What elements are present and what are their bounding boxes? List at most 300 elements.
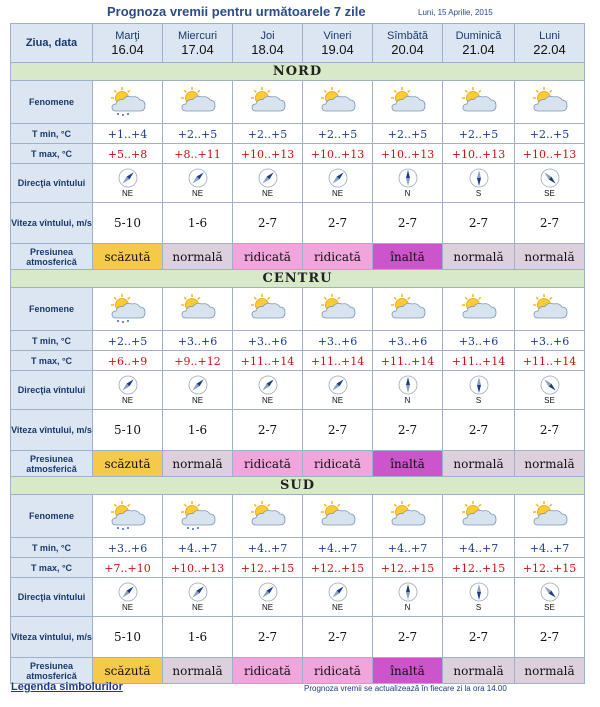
wind-direction-icon — [118, 375, 138, 395]
wind-direction-icon — [398, 168, 418, 188]
tmin-row — [11, 124, 585, 144]
tmax-value: +5..+8 — [107, 147, 148, 161]
day-date: 20.04 — [391, 41, 424, 57]
wind-direction-icon — [540, 375, 560, 395]
vit-value: 2-7 — [257, 423, 278, 437]
tmax-value: +11..+14 — [240, 354, 295, 368]
tmax-value: +12..+15 — [240, 561, 295, 575]
tmax-cell — [443, 144, 515, 164]
dir-cell — [515, 578, 585, 617]
pres-cell — [233, 244, 303, 270]
wind-direction-text: N — [404, 396, 411, 405]
vit-value: 2-7 — [397, 423, 418, 437]
tmax-value: +11..+14 — [522, 354, 577, 368]
wind-direction-text: N — [404, 603, 411, 612]
pres-cell — [373, 658, 443, 684]
tmax-value: +10..+13 — [380, 147, 435, 161]
vit-value: 1-6 — [187, 423, 208, 437]
vit-cell — [163, 410, 233, 451]
wind-direction-text: NE — [331, 189, 344, 198]
pres-cell — [443, 451, 515, 477]
tmin-value: +2..+5 — [529, 127, 570, 141]
sun-cloud-icon — [457, 294, 501, 324]
pres-value: normală — [524, 249, 575, 264]
vit-value: 5-10 — [114, 630, 141, 644]
fenomene-cell — [515, 81, 585, 124]
dir-label: Direcţia vîntului — [11, 164, 93, 203]
pres-row — [11, 451, 585, 477]
sun-cloud-rain-icon — [176, 501, 220, 531]
sun-cloud-icon — [386, 501, 430, 531]
tmax-cell — [233, 144, 303, 164]
tmin-value: +4..+7 — [529, 541, 570, 555]
day-name: Sîmbătă — [387, 29, 428, 42]
pres-value: normală — [453, 249, 504, 264]
tmin-cell — [373, 538, 443, 558]
fenomene-cell — [515, 288, 585, 331]
pres-label: Presiunea atmosferică — [11, 658, 93, 684]
vit-label: Viteza vîntului, m/s — [11, 410, 93, 451]
tmax-cell — [443, 351, 515, 371]
wind-direction-text: N — [404, 189, 411, 198]
pres-value: normală — [172, 456, 223, 471]
tmin-value: +2..+5 — [387, 127, 428, 141]
tmin-value: +3..+6 — [247, 334, 288, 348]
pres-cell — [515, 451, 585, 477]
wind-direction-icon — [398, 375, 418, 395]
header-row — [11, 24, 585, 63]
tmin-value: +2..+5 — [317, 127, 358, 141]
vit-cell — [93, 410, 163, 451]
tmax-cell — [233, 351, 303, 371]
day-date: 17.04 — [181, 41, 214, 57]
tmax-label: T max, °C — [11, 351, 93, 371]
fenomene-label: Fenomene — [11, 81, 93, 124]
pres-cell — [93, 244, 163, 270]
vit-cell — [303, 203, 373, 244]
dir-label: Direcţia vîntului — [11, 578, 93, 617]
day-header — [443, 24, 515, 63]
tmax-cell — [93, 558, 163, 578]
wind-direction-text: SE — [544, 396, 555, 405]
fenomene-cell — [93, 81, 163, 124]
sun-cloud-icon — [176, 87, 220, 117]
wind-direction-icon — [118, 582, 138, 602]
vit-value: 1-6 — [187, 630, 208, 644]
region-row — [11, 63, 585, 81]
sun-cloud-icon — [246, 87, 290, 117]
fenomene-cell — [303, 288, 373, 331]
tmin-value: +3..+6 — [387, 334, 428, 348]
dir-cell — [443, 578, 515, 617]
dir-cell — [515, 371, 585, 410]
wind-direction-text: NE — [261, 189, 274, 198]
tmax-value: +10..+13 — [451, 147, 506, 161]
tmax-cell — [303, 558, 373, 578]
dir-cell — [163, 371, 233, 410]
pres-label: Presiunea atmosferică — [11, 451, 93, 477]
tmax-cell — [373, 558, 443, 578]
tmin-cell — [233, 124, 303, 144]
day-name: Vineri — [323, 29, 352, 42]
dir-cell — [233, 371, 303, 410]
pres-value: normală — [172, 249, 223, 264]
vit-value: 2-7 — [468, 216, 489, 230]
fenomene-cell — [233, 288, 303, 331]
dir-cell — [373, 371, 443, 410]
wind-direction-text: S — [475, 189, 482, 198]
day-date: 22.04 — [533, 41, 566, 57]
page-title: Prognoza vremii pentru următoarele 7 zile — [107, 4, 366, 19]
day-date: 18.04 — [251, 41, 284, 57]
pres-value: normală — [524, 663, 575, 678]
fenomene-cell — [443, 495, 515, 538]
vit-cell — [163, 203, 233, 244]
fenomene-cell — [443, 81, 515, 124]
fenomene-cell — [303, 495, 373, 538]
fenomene-cell — [163, 288, 233, 331]
wind-direction-text: NE — [191, 396, 204, 405]
pres-cell — [303, 244, 373, 270]
wind-direction-icon — [188, 375, 208, 395]
vit-value: 5-10 — [114, 216, 141, 230]
tmin-cell — [443, 124, 515, 144]
dir-cell — [233, 578, 303, 617]
tmin-value: +4..+7 — [387, 541, 428, 555]
sun-cloud-icon — [528, 294, 572, 324]
tmax-value: +10..+13 — [310, 147, 365, 161]
dir-cell — [373, 164, 443, 203]
fenomene-cell — [515, 495, 585, 538]
pres-value: normală — [453, 456, 504, 471]
sun-cloud-rain-icon — [106, 87, 150, 117]
tmax-value: +12..+15 — [522, 561, 577, 575]
dir-row — [11, 578, 585, 617]
vit-row — [11, 203, 585, 244]
dir-cell — [163, 164, 233, 203]
dir-cell — [93, 578, 163, 617]
tmax-cell — [163, 351, 233, 371]
current-date: Luni, 15 Aprilie, 2015 — [418, 8, 493, 17]
tmin-label: T min, °C — [11, 538, 93, 558]
pres-cell — [373, 451, 443, 477]
fenomene-cell — [233, 81, 303, 124]
vit-cell — [93, 617, 163, 658]
vit-value: 2-7 — [257, 630, 278, 644]
fenomene-cell — [233, 495, 303, 538]
tmin-value: +3..+6 — [529, 334, 570, 348]
pres-cell — [443, 244, 515, 270]
wind-direction-icon — [540, 168, 560, 188]
wind-direction-text: NE — [331, 603, 344, 612]
tmax-value: +10..+13 — [240, 147, 295, 161]
sun-cloud-icon — [386, 294, 430, 324]
tmax-cell — [373, 351, 443, 371]
vit-value: 2-7 — [468, 630, 489, 644]
wind-direction-text: SE — [544, 189, 555, 198]
tmax-cell — [443, 558, 515, 578]
vit-label: Viteza vîntului, m/s — [11, 617, 93, 658]
tmin-cell — [515, 331, 585, 351]
tmin-cell — [93, 124, 163, 144]
dir-row — [11, 371, 585, 410]
region-name: CENTRU — [11, 270, 585, 288]
pres-cell — [233, 658, 303, 684]
fenomene-label: Fenomene — [11, 495, 93, 538]
fenomene-cell — [93, 495, 163, 538]
region-name: SUD — [11, 477, 585, 495]
day-header — [515, 24, 585, 63]
vit-value: 2-7 — [468, 423, 489, 437]
vit-cell — [93, 203, 163, 244]
tmin-cell — [303, 538, 373, 558]
vit-cell — [303, 617, 373, 658]
tmin-cell — [163, 331, 233, 351]
wind-direction-icon — [328, 582, 348, 602]
tmin-value: +4..+7 — [177, 541, 218, 555]
vit-row — [11, 617, 585, 658]
wind-direction-text: NE — [121, 603, 134, 612]
day-date-label: Ziua, data — [11, 24, 93, 63]
day-name: Duminică — [455, 29, 502, 42]
tmin-cell — [515, 124, 585, 144]
tmax-row — [11, 144, 585, 164]
dir-cell — [443, 164, 515, 203]
vit-value: 1-6 — [187, 216, 208, 230]
dir-cell — [303, 578, 373, 617]
tmin-cell — [233, 538, 303, 558]
wind-direction-text: S — [475, 396, 482, 405]
wind-direction-text: NE — [331, 396, 344, 405]
tmax-cell — [233, 558, 303, 578]
wind-direction-text: SE — [544, 603, 555, 612]
vit-value: 2-7 — [327, 216, 348, 230]
pres-value: ridicată — [244, 456, 291, 471]
tmin-label: T min, °C — [11, 331, 93, 351]
tmax-value: +10..+13 — [522, 147, 577, 161]
tmax-cell — [163, 144, 233, 164]
vit-cell — [373, 617, 443, 658]
pres-value: scăzută — [104, 663, 151, 678]
wind-direction-icon — [188, 582, 208, 602]
day-header — [233, 24, 303, 63]
tmax-value: +10..+13 — [170, 561, 225, 575]
wind-direction-icon — [469, 582, 489, 602]
sun-cloud-icon — [316, 87, 360, 117]
sun-cloud-icon — [316, 294, 360, 324]
wind-direction-icon — [398, 582, 418, 602]
wind-direction-icon — [469, 168, 489, 188]
tmin-cell — [163, 538, 233, 558]
tmin-value: +2..+5 — [458, 127, 499, 141]
tmax-value: +12..+15 — [380, 561, 435, 575]
vit-cell — [303, 410, 373, 451]
day-name: Joi — [260, 29, 275, 42]
day-header — [93, 24, 163, 63]
vit-cell — [443, 410, 515, 451]
pres-cell — [373, 244, 443, 270]
wind-direction-icon — [328, 375, 348, 395]
pres-cell — [93, 451, 163, 477]
tmin-value: +2..+5 — [177, 127, 218, 141]
vit-value: 2-7 — [327, 423, 348, 437]
tmax-value: +11..+14 — [380, 354, 435, 368]
tmax-label: T max, °C — [11, 558, 93, 578]
sun-cloud-icon — [246, 294, 290, 324]
fenomene-cell — [93, 288, 163, 331]
tmin-label: T min, °C — [11, 124, 93, 144]
tmax-cell — [515, 144, 585, 164]
dir-cell — [443, 371, 515, 410]
day-date: 19.04 — [321, 41, 354, 57]
tmin-cell — [93, 331, 163, 351]
vit-cell — [373, 203, 443, 244]
tmin-value: +4..+7 — [458, 541, 499, 555]
pres-value: normală — [524, 456, 575, 471]
pres-cell — [303, 451, 373, 477]
pres-row — [11, 244, 585, 270]
sun-cloud-icon — [457, 501, 501, 531]
tmin-row — [11, 538, 585, 558]
pres-cell — [163, 451, 233, 477]
wind-direction-icon — [258, 582, 278, 602]
vit-cell — [233, 410, 303, 451]
pres-value: ridicată — [314, 663, 361, 678]
day-header — [163, 24, 233, 63]
fenomene-cell — [373, 81, 443, 124]
pres-cell — [233, 451, 303, 477]
fenomene-cell — [443, 288, 515, 331]
tmin-cell — [373, 331, 443, 351]
day-name: Miercuri — [177, 29, 218, 42]
tmin-value: +3..+6 — [458, 334, 499, 348]
tmin-value: +4..+7 — [247, 541, 288, 555]
fenomene-label: Fenomene — [11, 288, 93, 331]
pres-cell — [303, 658, 373, 684]
vit-value: 2-7 — [257, 216, 278, 230]
pres-cell — [443, 658, 515, 684]
pres-value: scăzută — [104, 456, 151, 471]
day-header — [303, 24, 373, 63]
dir-cell — [515, 164, 585, 203]
tmin-cell — [373, 124, 443, 144]
pres-label: Presiunea atmosferică — [11, 244, 93, 270]
vit-value: 5-10 — [114, 423, 141, 437]
pres-cell — [515, 244, 585, 270]
vit-value: 2-7 — [539, 423, 560, 437]
wind-direction-text: S — [475, 603, 482, 612]
fenomene-cell — [373, 288, 443, 331]
pres-value: normală — [172, 663, 223, 678]
vit-cell — [515, 203, 585, 244]
tmax-cell — [163, 558, 233, 578]
pres-value: înaltă — [390, 249, 425, 264]
pres-value: înaltă — [390, 663, 425, 678]
wind-direction-icon — [540, 582, 560, 602]
pres-value: înaltă — [390, 456, 425, 471]
tmin-cell — [163, 124, 233, 144]
tmin-cell — [515, 538, 585, 558]
tmin-value: +3..+6 — [317, 334, 358, 348]
vit-value: 2-7 — [327, 630, 348, 644]
tmax-value: +7..+10 — [104, 561, 151, 575]
tmax-row — [11, 558, 585, 578]
tmin-value: +2..+5 — [247, 127, 288, 141]
sun-cloud-rain-icon — [106, 501, 150, 531]
vit-label: Viteza vîntului, m/s — [11, 203, 93, 244]
wind-direction-text: NE — [191, 189, 204, 198]
vit-cell — [163, 617, 233, 658]
vit-value: 2-7 — [397, 216, 418, 230]
sun-cloud-icon — [176, 294, 220, 324]
day-header — [373, 24, 443, 63]
wind-direction-icon — [469, 375, 489, 395]
pres-value: ridicată — [314, 456, 361, 471]
tmax-cell — [303, 144, 373, 164]
tmin-cell — [93, 538, 163, 558]
dir-cell — [303, 371, 373, 410]
tmax-value: +12..+15 — [310, 561, 365, 575]
wind-direction-icon — [188, 168, 208, 188]
fenomene-cell — [303, 81, 373, 124]
fenomene-row — [11, 81, 585, 124]
pres-cell — [515, 658, 585, 684]
tmax-cell — [93, 351, 163, 371]
fenomene-row — [11, 495, 585, 538]
vit-value: 2-7 — [539, 216, 560, 230]
wind-direction-text: NE — [261, 603, 274, 612]
sun-cloud-icon — [528, 87, 572, 117]
dir-cell — [93, 371, 163, 410]
vit-cell — [233, 617, 303, 658]
tmax-value: +11..+14 — [451, 354, 506, 368]
tmin-value: +4..+7 — [317, 541, 358, 555]
vit-cell — [515, 617, 585, 658]
tmax-cell — [515, 558, 585, 578]
tmax-value: +8..+11 — [174, 147, 221, 161]
tmax-value: +6..+9 — [107, 354, 148, 368]
region-name: NORD — [11, 63, 585, 81]
vit-cell — [515, 410, 585, 451]
wind-direction-text: NE — [121, 396, 134, 405]
vit-row — [11, 410, 585, 451]
day-date: 16.04 — [111, 41, 144, 57]
tmin-value: +2..+5 — [107, 334, 148, 348]
legend-link[interactable]: Legenda simbolurilor — [11, 681, 123, 693]
tmax-cell — [515, 351, 585, 371]
update-note: Prognoza vremii se actualizează în fiecare zi la ora 14.00 — [304, 684, 507, 693]
tmin-value: +3..+6 — [177, 334, 218, 348]
region-row — [11, 477, 585, 495]
fenomene-row — [11, 288, 585, 331]
pres-cell — [93, 658, 163, 684]
dir-cell — [373, 578, 443, 617]
wind-direction-icon — [258, 168, 278, 188]
pres-value: scăzută — [104, 249, 151, 264]
day-date: 21.04 — [462, 41, 495, 57]
sun-cloud-icon — [528, 501, 572, 531]
tmin-cell — [233, 331, 303, 351]
tmin-value: +1..+4 — [107, 127, 148, 141]
vit-cell — [233, 203, 303, 244]
tmin-value: +3..+6 — [107, 541, 148, 555]
tmin-cell — [303, 331, 373, 351]
wind-direction-icon — [258, 375, 278, 395]
sun-cloud-icon — [457, 87, 501, 117]
tmin-cell — [443, 538, 515, 558]
wind-direction-icon — [118, 168, 138, 188]
pres-value: ridicată — [244, 249, 291, 264]
